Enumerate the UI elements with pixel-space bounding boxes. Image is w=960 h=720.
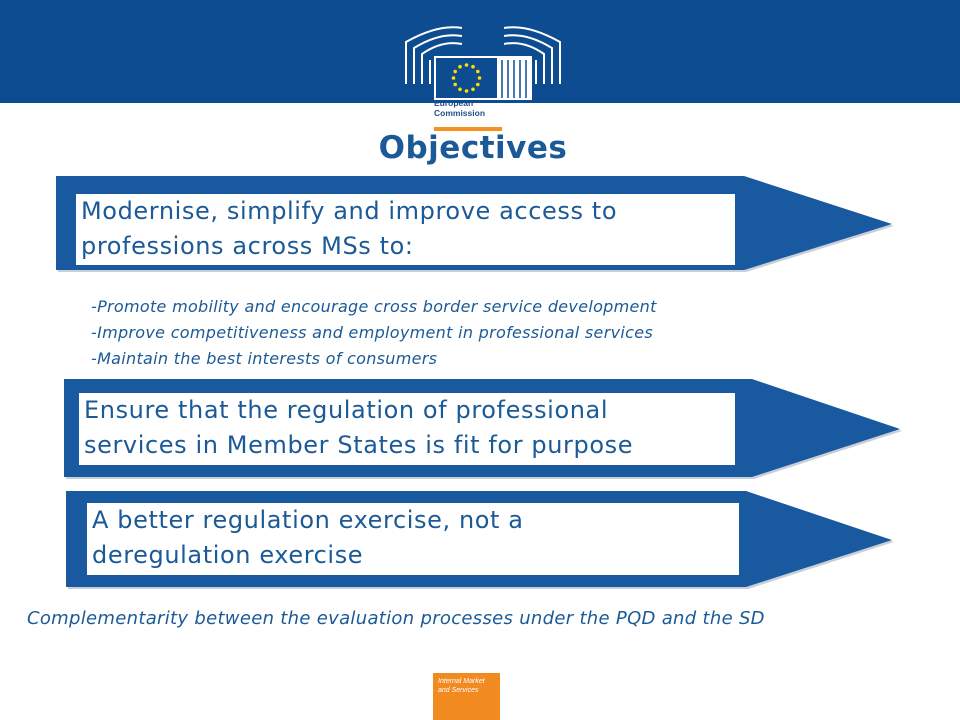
sub-bullet-item: -Promote mobility and encourage cross border service development — [91, 297, 657, 316]
objective-text-3: A better regulation exercise, not a deregulation exercise — [87, 503, 739, 575]
objective-arrow-1 — [56, 174, 896, 276]
sub-bullet-item: -Improve competitiveness and employment in professional services — [91, 323, 653, 342]
dg-internal-market-badge — [433, 673, 500, 720]
objective-text-2: Ensure that the regulation of professional services in Member States is fit for purpose — [79, 393, 735, 465]
sub-bullet-list — [91, 294, 657, 372]
objective-arrow-3 — [66, 489, 896, 593]
dg-badge-text: Internal Market and Services — [438, 678, 485, 694]
footnote-text: Complementarity between the evaluation processes under the PQD and the SD — [27, 608, 765, 629]
sub-bullet-item: -Maintain the best interests of consumers — [91, 349, 438, 368]
objective-arrow-2 — [64, 377, 904, 483]
objective-text-1: Modernise, simplify and improve access to professions across MSs to: — [76, 194, 735, 265]
page-title: Objectives — [378, 130, 568, 166]
logo-text: European Commission — [434, 98, 486, 118]
